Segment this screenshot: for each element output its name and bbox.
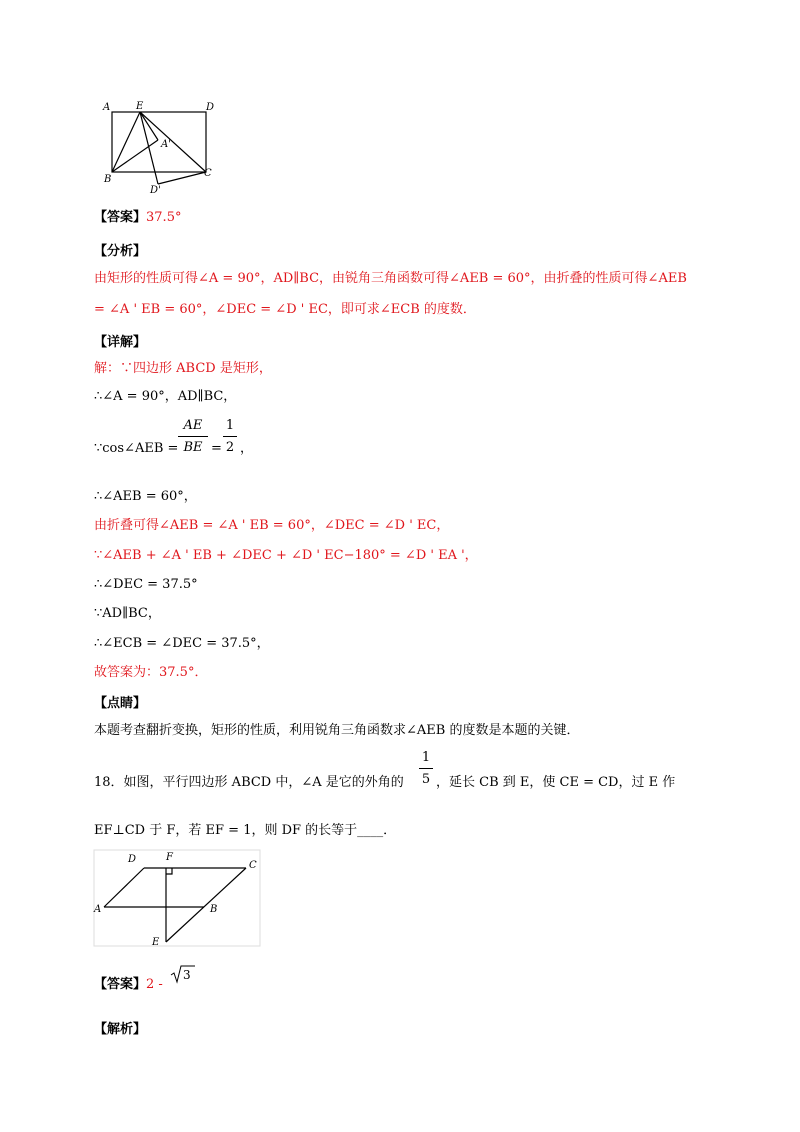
detail-line-6: ∵∠AEB + ∠A ' EB + ∠DEC + ∠D ' EC−180° = ∠D ' EA '， (94, 548, 478, 563)
answer-2-tag: 【答案】 (94, 977, 147, 992)
fig2-label-A: A (94, 904, 102, 915)
analysis-line-2: = ∠A ' EB = 60°，∠DEC = ∠D ' EC，即可求∠ECB 的度数． (94, 302, 476, 317)
fig1-label-B: B (104, 174, 112, 185)
fraction-den-2: 2 (225, 440, 235, 455)
rectangle-fold-figure (100, 100, 220, 200)
fraction-ae: AE (183, 418, 203, 433)
fig1-label-A1: A' (161, 139, 171, 150)
fig1-label-A: A (103, 102, 111, 113)
sqrt-symbol (170, 964, 196, 984)
fraction-num-1: 1 (225, 418, 235, 433)
parallelogram-figure (92, 848, 262, 950)
question-18-line-1-prefix: 18．如图，平行四边形 ABCD 中，∠A 是它的外角的 (94, 775, 404, 790)
fraction-bar-1 (178, 436, 208, 437)
answer-value: 37.5° (146, 210, 182, 225)
question-18-fraction-num: 1 (421, 750, 431, 765)
fig1-label-D1: D' (150, 185, 161, 196)
dianjing-text: 本题考查翻折变换，矩形的性质，利用锐角三角函数求∠AEB 的度数是本题的关键． (94, 723, 580, 738)
detail-line-10: 故答案为：37.5°． (94, 665, 208, 680)
analysis-2-tag: 【解析】 (94, 1022, 147, 1037)
question-18-fraction-bar (419, 768, 433, 769)
answer-tag: 【答案】 (94, 210, 147, 225)
answer-2-value: 2 - (146, 977, 163, 992)
answer-2 (94, 976, 163, 994)
detail-line-9: ∴∠ECB = ∠DEC = 37.5°， (94, 636, 270, 651)
fig2-label-B: B (210, 904, 218, 915)
fraction-bar-2 (223, 436, 237, 437)
detail-line-2: ∴∠A = 90°，AD∥BC， (94, 389, 237, 404)
detail-line-1: 解：∵四边形 ABCD 是矩形， (94, 361, 272, 376)
detail-line-3-prefix: ∵cos∠AEB = (94, 441, 179, 456)
fig2-label-C: C (249, 860, 257, 871)
detail-line-7: ∴∠DEC = 37.5° (94, 577, 198, 592)
detail-tag: 【详解】 (94, 335, 147, 350)
analysis-tag: 【分析】 (94, 244, 147, 259)
detail-line-8: ∵AD∥BC， (94, 606, 161, 621)
fig1-label-D: D (206, 102, 215, 113)
fig1-label-C: C (204, 168, 212, 179)
question-18-fraction-den: 5 (421, 772, 431, 787)
detail-line-3-suffix: ， (240, 441, 254, 456)
question-18-line-1-suffix: ，延长 CB 到 E，使 CE = CD，过 E 作 (436, 775, 676, 790)
dianjing-tag: 【点睛】 (94, 696, 147, 711)
equals-sign: = (211, 441, 222, 456)
detail-line-4: ∴∠AEB = 60°， (94, 489, 197, 504)
fig1-label-E: E (136, 101, 144, 112)
question-18-line-2: EF⊥CD 于 F，若 EF = 1，则 DF 的长等于____． (94, 823, 397, 838)
fig2-label-E: E (152, 937, 160, 948)
fraction-be: BE (183, 440, 203, 455)
sqrt-argument: 3 (183, 968, 191, 982)
analysis-line-1: 由矩形的性质可得∠A = 90°，AD∥BC，由锐角三角函数可得∠AEB = 60°，由折叠的性质可得∠AEB (94, 271, 687, 286)
fig2-label-D: D (128, 854, 137, 865)
fig2-label-F: F (166, 852, 173, 863)
answer-1 (94, 209, 181, 227)
detail-line-5: 由折叠可得∠AEB = ∠A ' EB = 60°，∠DEC = ∠D ' EC， (94, 518, 450, 533)
